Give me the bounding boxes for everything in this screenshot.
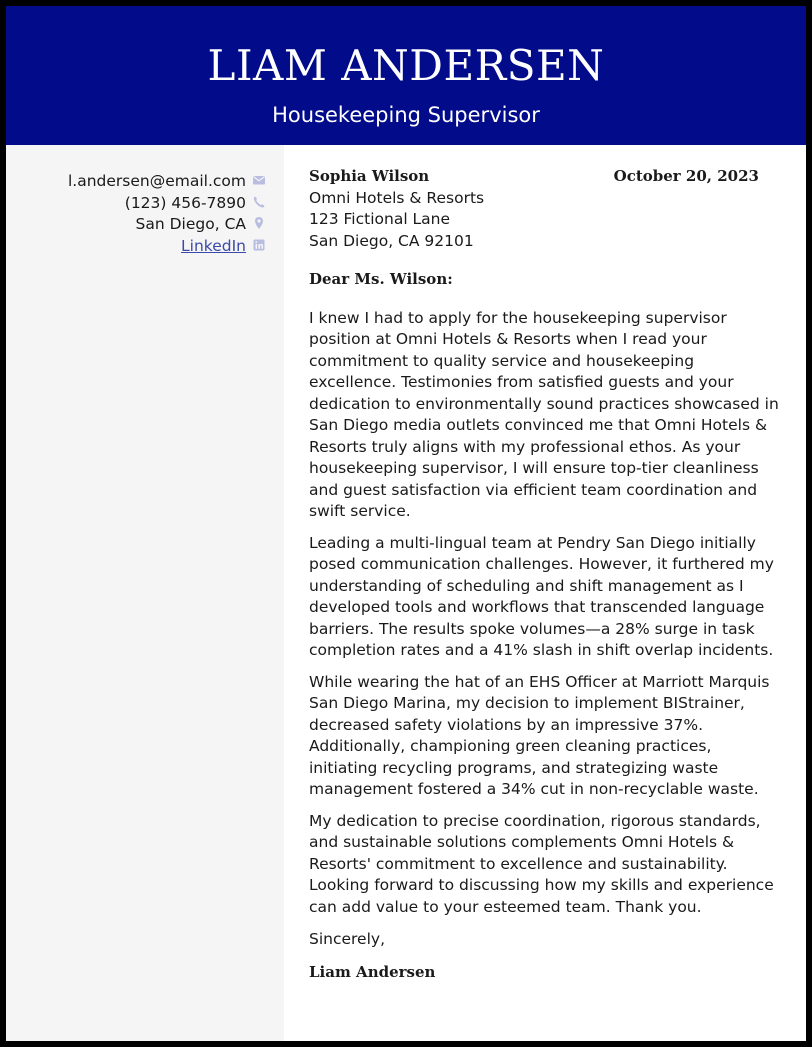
contact-sidebar [6, 145, 284, 1041]
contact-phone[interactable] [125, 192, 246, 214]
linkedin-icon [252, 238, 266, 252]
phone-text[interactable]: (123) 456-7890 [124, 194, 246, 212]
contact-linkedin[interactable] [181, 235, 246, 257]
letter-date: October 20, 2023 [613, 167, 759, 185]
body-paragraph: My dedication to precise coordination, rigorous standards, and sustainable solutions complements Omni Hotels & Resorts' commitment to excellence and sustainability. Looking forward to discussing how my skills and experience can add value to your esteemed team. Thank you. [309, 811, 774, 916]
recipient-street: 123 Fictional Lane [309, 210, 451, 228]
recipient-block [309, 166, 779, 252]
body-paragraph: While wearing the hat of an EHS Officer at Marriott Marquis San Diego Marina, my decision to implement BIStrainer, decreased safety violations by an impressive 37%. Additionally, championing green cleaning practices, initiating recycling programs, and strategizing waste management fostered a 34% cut in non-recyclable waste. [309, 672, 770, 798]
resume-page [6, 6, 806, 1041]
recipient-name: Sophia Wilson [309, 167, 430, 185]
contact-location [136, 213, 246, 235]
envelope-icon [252, 173, 266, 187]
contact-email[interactable] [68, 170, 246, 192]
applicant-name: LIAM ANDERSEN [207, 41, 605, 90]
letter-body [309, 166, 779, 983]
recipient-company: Omni Hotels & Resorts [309, 188, 485, 207]
body-paragraph: I knew I had to apply for the housekeeping supervisor position at Omni Hotels & Resorts when I read your commitment to quality service and housekeeping excellence. Testimonies from satisfied guests and your dedication to environmentally sound practices showcased in San Diego media outlets convinced me that Omni Hotels & Resorts truly aligns with my professional ethos. As your housekeeping supervisor, I will ensure top-tier cleanliness and guest satisfaction via efficient team coordination and swift service. [309, 308, 779, 520]
phone-icon [252, 195, 266, 209]
email-text[interactable]: l.andersen@email.com [67, 172, 246, 190]
salutation: Dear Ms. Wilson: [309, 270, 453, 288]
map-pin-icon [252, 216, 266, 230]
page-header [6, 6, 806, 145]
location-text: San Diego, CA [135, 215, 246, 233]
body-paragraph: Leading a multi-lingual team at Pendry San Diego initially posed communication challenges. However, it furthered my understanding of scheduling and shift management as I developed tools and workflows that transcended language barriers. The results spoke volumes—a 28% surge in task completion rates and a 41% slash in shift overlap incidents. [309, 533, 774, 659]
applicant-title: Housekeeping Supervisor [272, 103, 540, 127]
signature: Liam Andersen [309, 962, 436, 981]
closing: Sincerely, [309, 930, 386, 948]
recipient-city: San Diego, CA 92101 [309, 231, 474, 250]
linkedin-link[interactable]: LinkedIn [181, 237, 246, 255]
